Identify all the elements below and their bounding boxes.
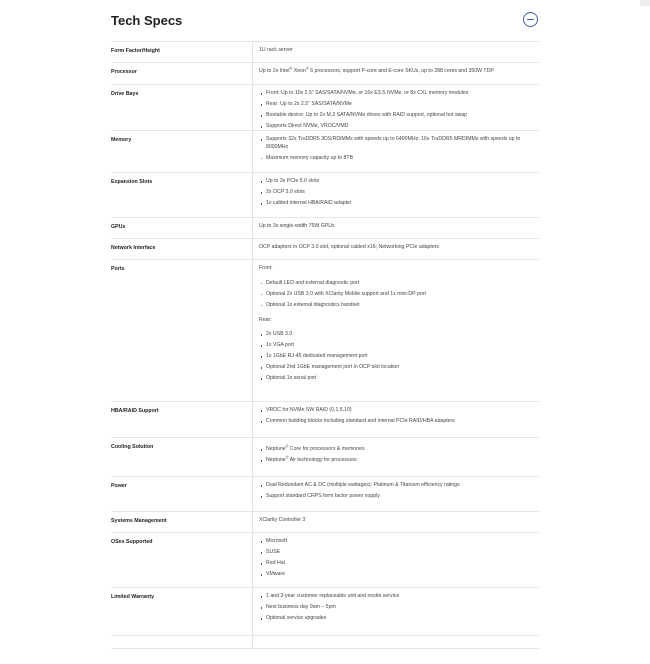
- spec-list-item: Supports 32x TruDDR5 3DS/RDIMMs with speeds up to 6400MHz; 16x TruDDR5 MRDIMMs with speeds up to 8000MHz: [259, 136, 539, 151]
- spec-list-item: Support standard CRPS form factor power supply: [259, 493, 539, 501]
- spec-list-item: Front: Up to 10x 2.5" SAS/SATA/NVMe, or 16x E3.S NVMe, or 8x CXL memory modules: [259, 90, 539, 98]
- spec-list-item: Optional 1x serial port: [259, 375, 539, 383]
- spec-value: [252, 477, 539, 511]
- spec-list-item: VMware: [259, 571, 539, 579]
- spec-value: [252, 438, 539, 476]
- minus-circle-icon: [527, 19, 534, 20]
- spec-label: Form Factor/Height: [111, 48, 160, 54]
- tech-specs-header: [111, 14, 539, 38]
- spec-label: Expansion Slots: [111, 179, 153, 185]
- ports-group-heading: Rear:: [259, 316, 272, 323]
- spec-label: [111, 636, 252, 648]
- spec-label: Network Interface: [111, 245, 156, 251]
- spec-value: Up to 2x Intel® Xeon® 6 processors, support P-core and E-core SKUs, up to 288 cores and 350W TDP: [252, 63, 539, 84]
- spec-label: Processor: [111, 69, 137, 75]
- spec-row: [111, 131, 539, 173]
- spec-value: OCP adapters in OCP 3.0 slot, optional cabled x16; Networking PCIe adapters: [252, 239, 539, 259]
- spec-label: Memory: [111, 137, 132, 143]
- spec-row: [111, 533, 539, 588]
- spec-list-item: 1x 1GbE RJ-45 dedicated management port: [259, 353, 539, 361]
- corner-tab: [640, 0, 650, 6]
- spec-value: [252, 173, 539, 217]
- spec-list: [259, 280, 539, 310]
- spec-list: [259, 407, 539, 426]
- spec-list-item: 1 and 3-year customer replaceable unit and onsite service: [259, 593, 539, 601]
- spec-value: 1U rack server: [252, 42, 539, 62]
- spec-list-item: Bootable device: Up to 2x M.2 SATA/NVMe drives with RAID support, optional hot swap: [259, 112, 539, 120]
- spec-list-item: Default LED and external diagnostic port: [259, 280, 539, 288]
- spec-row: [111, 402, 539, 438]
- collapse-button[interactable]: [523, 12, 538, 27]
- spec-label: Drive Bays: [111, 91, 139, 97]
- spec-list-item: 1x VGA port: [259, 342, 539, 350]
- spec-list-item: Optional service upgrades: [259, 615, 539, 623]
- spec-list-item: 1x cabled internal HBA/RAID adapter: [259, 200, 539, 208]
- spec-list-item: Optional 2x USB 3.0 with XClarity Mobile support and 1x mini-DP port: [259, 291, 539, 299]
- spec-table: [111, 41, 539, 649]
- spec-list-item: 2x USB 3.0: [259, 331, 539, 339]
- ports-group-heading: Front:: [259, 265, 273, 271]
- spec-list: [259, 178, 539, 208]
- spec-list-item: SUSE: [259, 549, 539, 557]
- spec-value: [252, 402, 539, 437]
- spec-list-item: Next business day 9am – 5pm: [259, 604, 539, 612]
- spec-list-item: Rear: Up to 2x 2.5" SAS/SATA/NVMe: [259, 101, 539, 109]
- spec-list-item: Up to 3x PCIe 5.0 slots: [259, 178, 539, 186]
- spec-value: [252, 636, 539, 648]
- spec-list-item: Optional 1x external diagnostics handset: [259, 302, 539, 310]
- spec-value: [252, 85, 539, 130]
- page-title: Tech Specs: [111, 13, 183, 28]
- spec-list-item: Red Hat: [259, 560, 539, 568]
- spec-label: OSes Supported: [111, 539, 153, 545]
- spec-list-item: Maximum memory capacity up to 8TB: [259, 155, 539, 163]
- spec-list-item: VROC for NVMe SW RAID (0,1,5,10): [259, 407, 539, 415]
- spec-list-item: Dual Redundant AC & DC (multiple wattages); Platinum & Titanium efficiency ratings: [259, 482, 539, 490]
- spec-value: XClarity Controller 3: [252, 512, 539, 532]
- spec-row: [111, 239, 539, 260]
- spec-list-item: 2x OCP 3.0 slots: [259, 189, 539, 197]
- spec-list-item: Supports Direct NVMe, VROC/VMD: [259, 123, 539, 131]
- spec-list-item: Neptune® Core for processors & memories: [259, 446, 539, 454]
- spec-row: [111, 218, 539, 239]
- spec-label: Systems Management: [111, 518, 167, 524]
- spec-label: Limited Warranty: [111, 594, 155, 600]
- spec-row: [111, 42, 539, 63]
- spec-row: [111, 477, 539, 512]
- spec-label: Power: [111, 483, 127, 489]
- spec-row: [111, 63, 539, 85]
- spec-label: HBA/RAID Support: [111, 408, 159, 414]
- spec-list-item: Neptune® Air technology for processors: [259, 457, 539, 465]
- spec-value: Up to 3x single-width 75W GPUs: [252, 218, 539, 238]
- spec-list: [259, 446, 539, 465]
- spec-list: [259, 482, 539, 501]
- spec-list: [259, 136, 539, 162]
- spec-row: [111, 636, 539, 649]
- spec-value: [252, 533, 539, 587]
- spec-list-item: Common building blocks including standard and internal PCIe RAID/HBA adapters: [259, 418, 539, 426]
- spec-list: [259, 538, 539, 579]
- spec-list: [259, 90, 539, 131]
- spec-value: [252, 260, 539, 401]
- spec-row: [111, 260, 539, 402]
- spec-list-item: Optional 2nd 1GbE management port in OCP slot location: [259, 364, 539, 372]
- spec-row: [111, 438, 539, 477]
- spec-row: [111, 85, 539, 131]
- spec-label: Ports: [111, 266, 125, 272]
- spec-list: [259, 593, 539, 623]
- spec-label: GPUs: [111, 224, 126, 230]
- spec-row: [111, 512, 539, 533]
- spec-row: [111, 173, 539, 218]
- spec-row: [111, 588, 539, 636]
- spec-value: [252, 588, 539, 635]
- spec-label: Cooling Solution: [111, 444, 154, 450]
- spec-list-item: Microsoft: [259, 538, 539, 546]
- spec-list: [259, 331, 539, 383]
- spec-value: [252, 131, 539, 172]
